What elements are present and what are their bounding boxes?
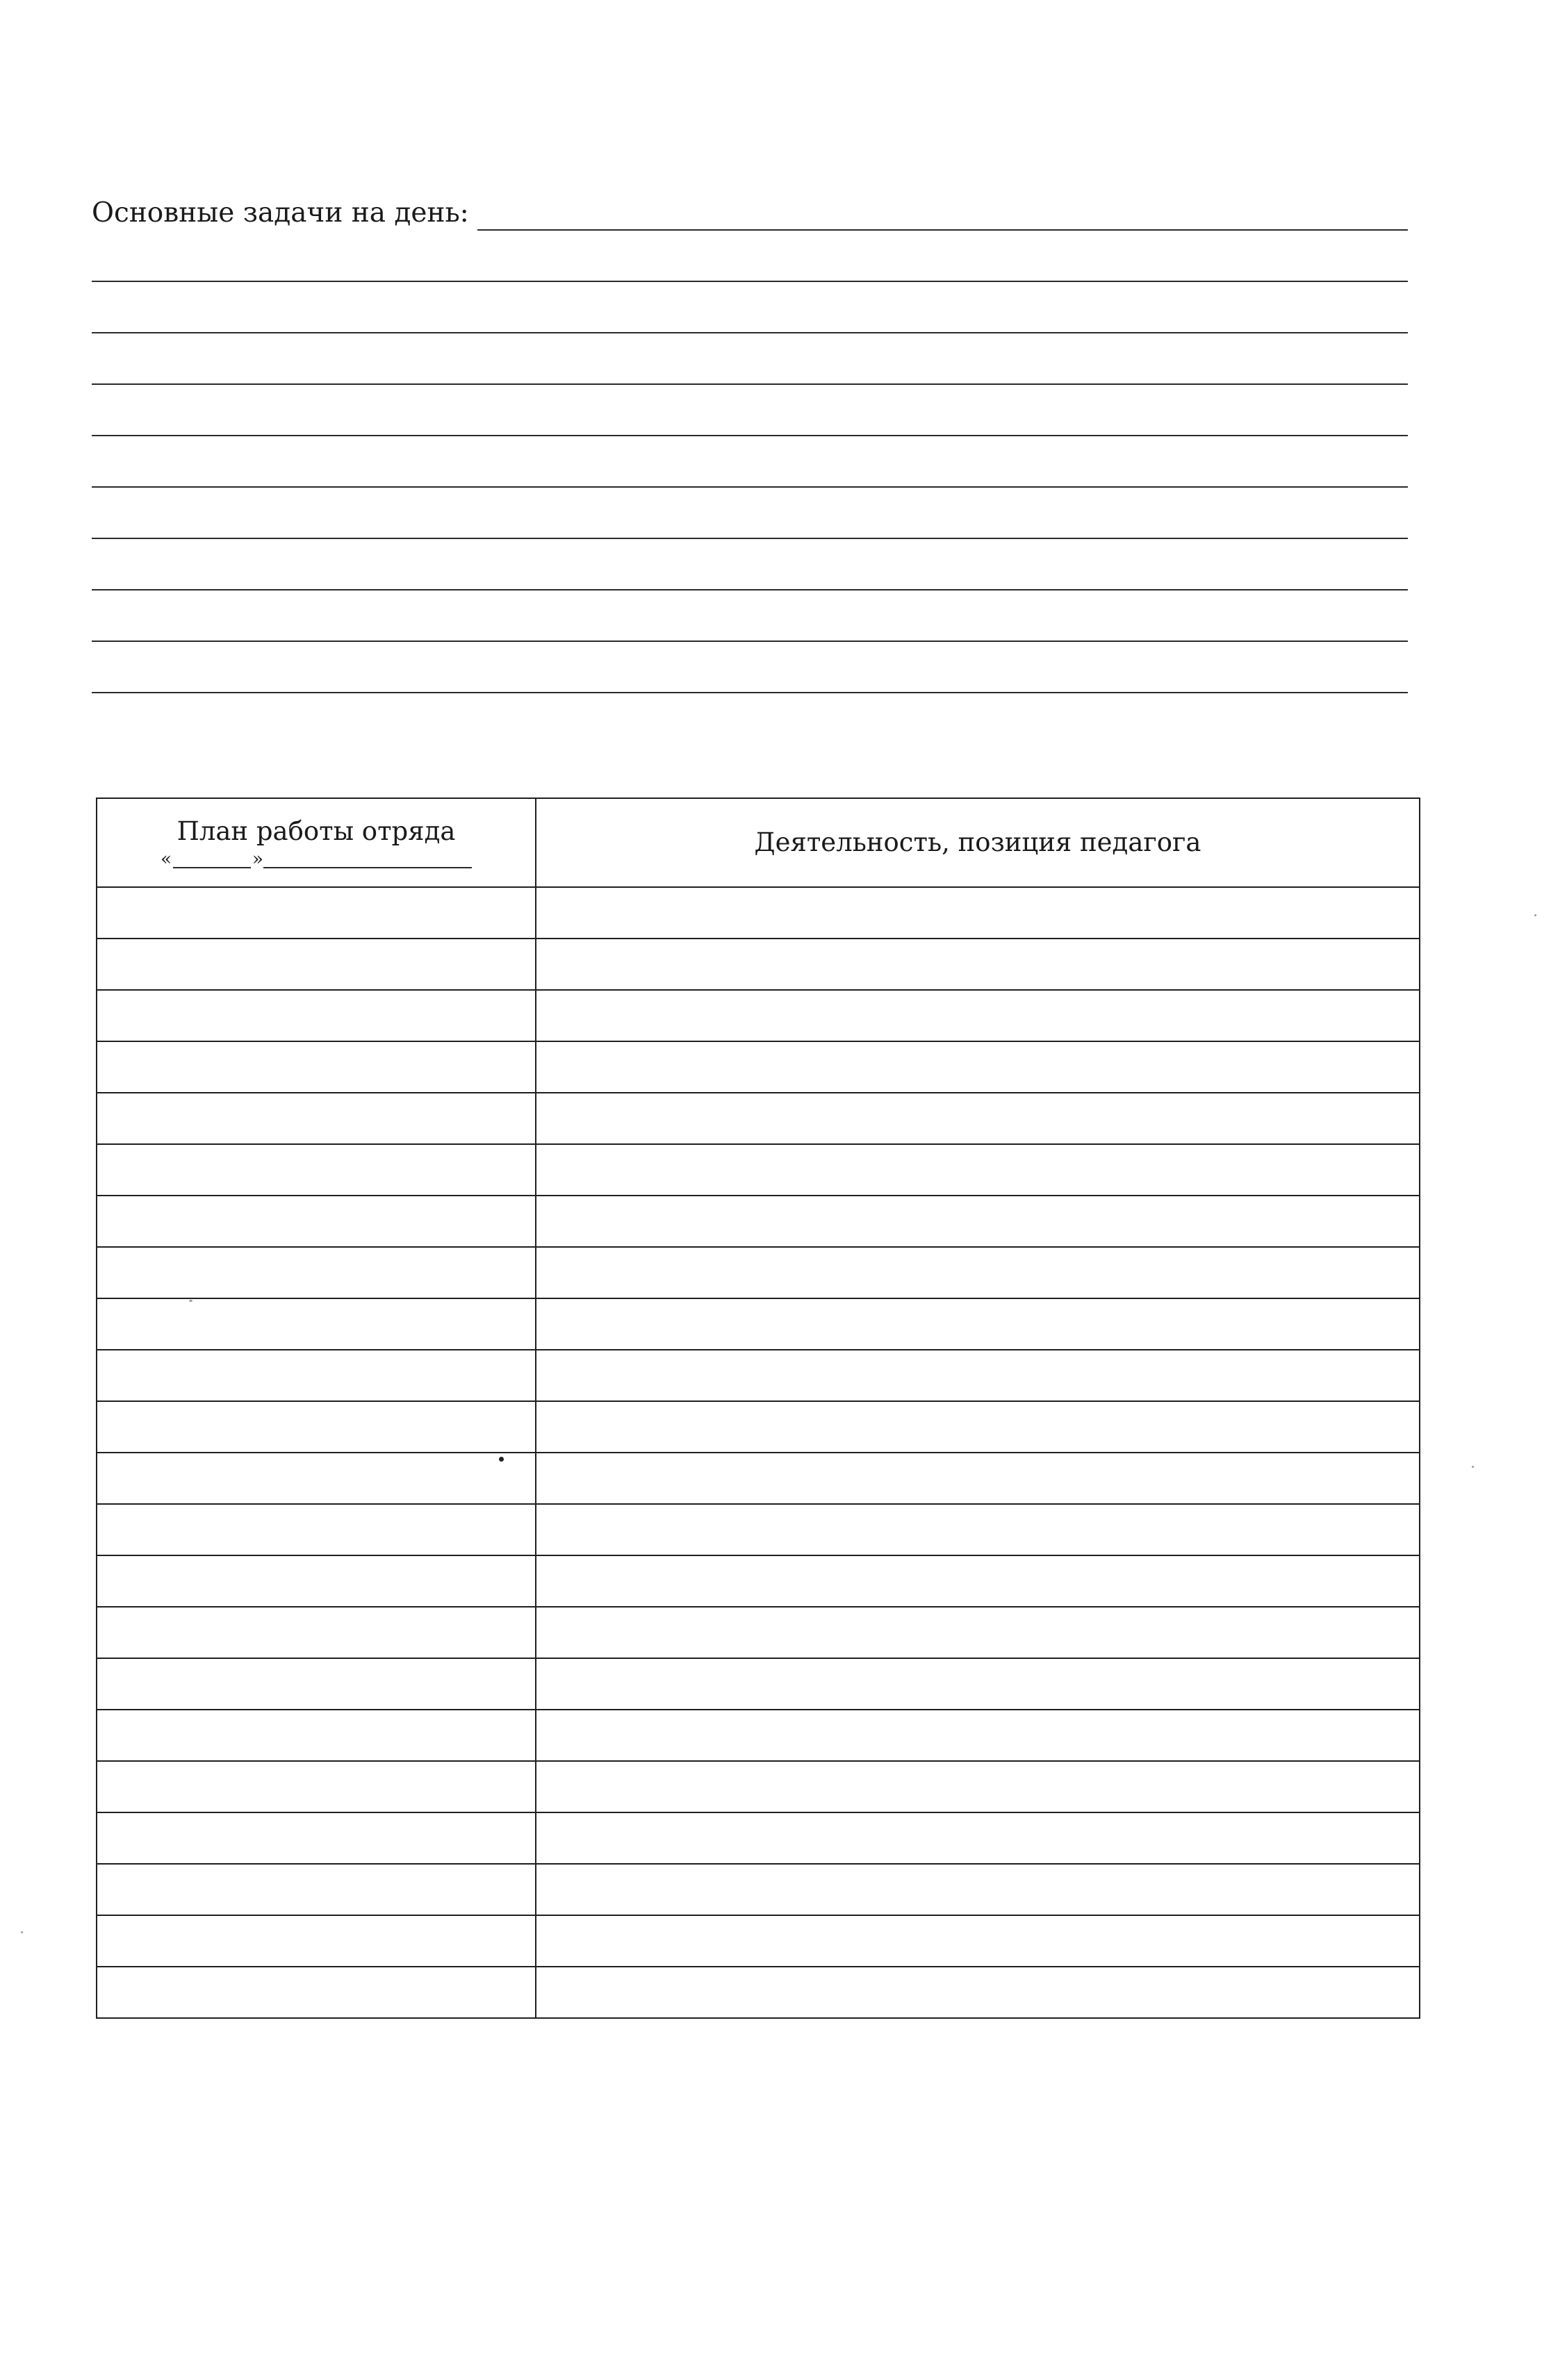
table-row — [97, 1915, 1420, 1967]
daily-task-blank-line[interactable] — [92, 642, 1408, 693]
table-row — [97, 1555, 1420, 1607]
plan-cell[interactable] — [97, 1812, 536, 1864]
table-row — [97, 1607, 1420, 1658]
activity-cell[interactable] — [536, 1350, 1420, 1401]
table-row — [97, 1453, 1420, 1504]
daily-task-blank-line[interactable] — [92, 590, 1408, 642]
table-row — [97, 1864, 1420, 1915]
daily-tasks-first-blank-line[interactable] — [477, 229, 1408, 231]
table-row — [97, 990, 1420, 1041]
month-blank-line — [263, 853, 472, 868]
daily-tasks-first-row — [92, 197, 1408, 231]
activity-cell[interactable] — [536, 1915, 1420, 1967]
activity-cell[interactable] — [536, 1658, 1420, 1710]
table-row — [97, 1658, 1420, 1710]
open-quote: « — [161, 849, 172, 870]
activity-cell[interactable] — [536, 1196, 1420, 1247]
close-quote: » — [252, 849, 263, 870]
table-header-row — [97, 798, 1420, 887]
table-row — [97, 1350, 1420, 1401]
plan-cell[interactable] — [97, 1247, 536, 1298]
daily-task-blank-line[interactable] — [92, 333, 1408, 385]
plan-cell[interactable] — [97, 1915, 536, 1967]
plan-cell[interactable] — [97, 1967, 536, 2018]
daily-task-blank-line[interactable] — [92, 282, 1408, 333]
table-row — [97, 1761, 1420, 1812]
activity-cell[interactable] — [536, 1298, 1420, 1350]
table-row — [97, 1298, 1420, 1350]
plan-cell[interactable] — [97, 1504, 536, 1555]
table-row — [97, 1247, 1420, 1298]
plan-cell[interactable] — [97, 1555, 536, 1607]
activity-cell[interactable] — [536, 1812, 1420, 1864]
activity-cell[interactable] — [536, 1607, 1420, 1658]
daily-tasks-label: Основные задачи на день: — [92, 197, 469, 229]
header-date-blank[interactable] — [161, 850, 472, 868]
activity-cell[interactable] — [536, 1555, 1420, 1607]
daily-task-blank-line[interactable] — [92, 539, 1408, 590]
plan-cell[interactable] — [97, 1658, 536, 1710]
activity-cell[interactable] — [536, 1453, 1420, 1504]
plan-cell[interactable] — [97, 1144, 536, 1196]
squad-plan-table — [96, 798, 1420, 2019]
activity-cell[interactable] — [536, 1864, 1420, 1915]
activity-cell[interactable] — [536, 1093, 1420, 1144]
table-row — [97, 1967, 1420, 2018]
activity-cell[interactable] — [536, 1710, 1420, 1761]
header-cell-squad-plan — [97, 798, 536, 887]
scan-speck — [499, 1457, 504, 1462]
plan-cell[interactable] — [97, 990, 536, 1041]
plan-cell[interactable] — [97, 1196, 536, 1247]
table-row — [97, 1401, 1420, 1453]
scan-speck — [21, 1931, 23, 1933]
plan-cell[interactable] — [97, 887, 536, 939]
table-body — [97, 887, 1420, 2018]
daily-tasks-section — [92, 197, 1408, 693]
plan-cell[interactable] — [97, 1401, 536, 1453]
activity-cell[interactable] — [536, 1247, 1420, 1298]
table-row — [97, 1093, 1420, 1144]
activity-cell[interactable] — [536, 1967, 1420, 2018]
activity-cell[interactable] — [536, 1401, 1420, 1453]
table-row — [97, 1196, 1420, 1247]
table-row — [97, 887, 1420, 939]
activity-cell[interactable] — [536, 939, 1420, 990]
plan-cell[interactable] — [97, 1350, 536, 1401]
table-row — [97, 1710, 1420, 1761]
activity-cell[interactable] — [536, 1144, 1420, 1196]
table-row — [97, 1144, 1420, 1196]
plan-cell[interactable] — [97, 1761, 536, 1812]
plan-cell[interactable] — [97, 1041, 536, 1093]
daily-task-blank-line[interactable] — [92, 231, 1408, 282]
plan-cell[interactable] — [97, 1453, 536, 1504]
plan-cell[interactable] — [97, 1298, 536, 1350]
table-row — [97, 939, 1420, 990]
header-squad-plan-title: План работы отряда — [177, 816, 456, 846]
plan-cell[interactable] — [97, 1864, 536, 1915]
scan-speck — [1534, 914, 1536, 916]
activity-cell[interactable] — [536, 1041, 1420, 1093]
plan-cell[interactable] — [97, 1607, 536, 1658]
plan-cell[interactable] — [97, 1710, 536, 1761]
header-teacher-activity-title: Деятельность, позиция педагога — [754, 827, 1201, 858]
table-row — [97, 1812, 1420, 1864]
daily-task-blank-line[interactable] — [92, 436, 1408, 488]
table-row — [97, 1041, 1420, 1093]
activity-cell[interactable] — [536, 1761, 1420, 1812]
header-cell-teacher-activity — [536, 798, 1420, 887]
activity-cell[interactable] — [536, 1504, 1420, 1555]
plan-cell[interactable] — [97, 1093, 536, 1144]
scan-speck — [189, 1300, 192, 1302]
day-blank-line — [173, 853, 251, 868]
daily-tasks-blank-lines — [92, 231, 1408, 693]
activity-cell[interactable] — [536, 990, 1420, 1041]
activity-cell[interactable] — [536, 887, 1420, 939]
daily-task-blank-line[interactable] — [92, 488, 1408, 539]
daily-task-blank-line[interactable] — [92, 385, 1408, 436]
table-row — [97, 1504, 1420, 1555]
scan-speck — [1472, 1466, 1474, 1468]
plan-cell[interactable] — [97, 939, 536, 990]
